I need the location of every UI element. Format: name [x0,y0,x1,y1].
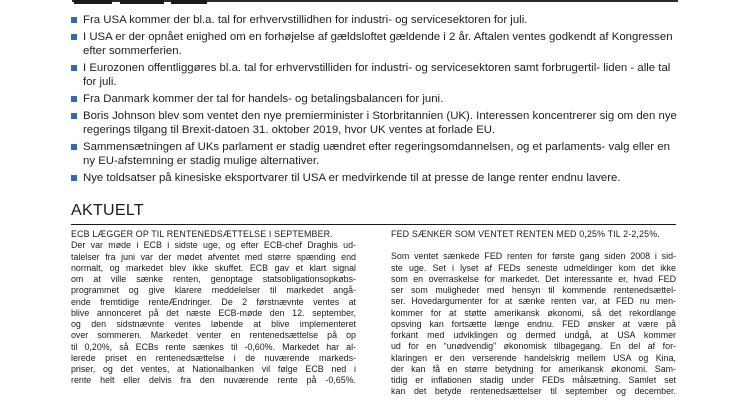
text-line: Der var møde i ECB i sidste uge, og efter ECB-chef Draghis ud- [71,240,356,251]
text-line: ste uge. Set i lyset af FEDs seneste udmeldinger kom det ikke [391,262,676,273]
text-line: blive annonceret på det næste ECB-møde den 12. september, [71,307,356,318]
bullet-text: I Eurozonen offentliggøres bl.a. tal for erhvervstilliden for industri- og servicesektoren samt forbrugertil- liden - alle tal for juli. [83,61,671,88]
article-fed [391,229,676,398]
square-bullet-icon [71,96,77,102]
text-line: opsving kan fortsætte længe endnu. FED ønsker at være på [391,318,676,329]
text-line: som en overraskelse for markedet. Det interessante er, hvad FED [391,273,676,284]
bullet-item [71,13,681,27]
text-line: lerede priset en rentenedsættelse i de nuværende markeds- [71,352,356,363]
bullet-text: I USA er der opnået enighed om en forhøjelse af gældsloftet gældende i 2 år. Aftalen ventes godkendt af Kongressen efter sommerferien. [83,30,673,57]
text-line: forkant med udviklingen og dermed undgå, at USA kommer [391,330,676,340]
article-ecb [71,229,356,387]
text-line: ser som muligheder med hensyn til kommende rentenedsættel- [391,285,676,295]
text-line: rente helt eller delvis fra den nuværende rente på -0,65%. [71,375,356,386]
bullet-text: Fra Danmark kommer der tal for handels- og betalingsbalancen for juni. [83,92,444,105]
section-title: AKTUELT [71,202,144,219]
square-bullet-icon [71,65,77,71]
bullet-item [71,92,681,106]
text-line: Som ventet sænkede FED renten for første gang siden 2008 i sid- [391,251,676,262]
text-line: til 0,20%, så ECBs rente sænkes til -0,60%. Markedet har al- [71,341,356,352]
bullet-text: Fra USA kommer der bl.a. tal for erhvervstillidhen for industri- og servicesektoren for juli. [83,14,528,26]
text-line: klaringen er den verserende handelskrig mellem USA og Kina, [391,352,676,363]
article-heading: FED SÆNKER SOM VENTET RENTEN MED 0,25% TIL 2-2,25%. [391,229,660,239]
text-line: over sommeren. Markedet venter en rentenedsættelse på op [71,330,356,341]
square-bullet-icon [71,34,77,40]
top-rule [72,0,678,4]
square-bullet-icon [71,144,77,150]
square-bullet-icon [71,113,77,119]
square-bullet-icon [71,175,77,181]
text-line: og den sidstnævnte ventes løbende at blive implementeret [71,319,356,329]
bullet-item [71,61,681,89]
bullet-item [71,109,681,137]
bullet-item [71,140,681,168]
article-body [391,251,676,397]
text-line: normalt, og markedet blev ikke skuffet. ECB gav et klart signal [71,262,356,273]
text-line: tidig er inflationen stadig under FEDs målsætning. Samlet set [391,375,676,385]
text-line: ende fremtidige renteÆndringer. De 2 førstnævnte ventes at [71,296,356,307]
text-line: ud for en “unødvendig” økonomisk tilbagegang. En del af for- [391,341,676,352]
article-heading: ECB LÆGGER OP TIL RENTENEDSÆTTELSE I SEPTEMBER. [71,229,333,239]
text-line: om at ville sænke renten, genoptage statsobligationsopkøbs- [71,274,356,284]
bullet-text: Boris Johnson blev som ventet den nye premierminister i Storbritannien (UK). Interessen koncentrerer sig om den nye regerings tilgang til Brexit-datoen 31. oktober 2019, hvor UK ventes at forlade EU. [83,109,677,136]
top-rule-block-2 [120,0,164,4]
text-line: priser, og det ventes, at Nationalbanken vil følge ECB ned i [71,364,356,374]
text-line: kan det betyde rentenedsættelser til september og december. [391,386,676,397]
summary-bullet-list [71,13,681,187]
section-divider [71,224,676,225]
article-body [71,240,356,386]
bullet-text: Nye toldsatser på kinesiske eksportvarer til USA er medvirkende til at presse de lange renter endnu lavere. [83,171,621,184]
bullet-text: Sammensætningen af UKs parlament er stadig uændret efter regeringsomdannelsen, og et parlaments- valg eller en ny EU-afstemning er stadig mulige alternativer. [83,140,670,167]
text-line: der kan få en større betydning for amerikansk økonomi. Sam- [391,363,676,374]
bullet-item [71,30,681,58]
square-bullet-icon [71,17,77,23]
top-rule-block-3 [171,0,207,4]
top-rule-block-1 [74,0,112,4]
bullet-item [71,171,681,185]
text-line: kommer for at støtte amerikansk økonomi, så det rekordlange [391,307,676,318]
text-line: talelser fra juni var der mødet afventet med større spænding end [71,251,356,262]
text-line: programmet og give klarere meddelelser til markedet angå- [71,285,356,296]
text-line: ser. Hovedargumenter for at sænke renten var, at FED nu men- [391,296,676,307]
